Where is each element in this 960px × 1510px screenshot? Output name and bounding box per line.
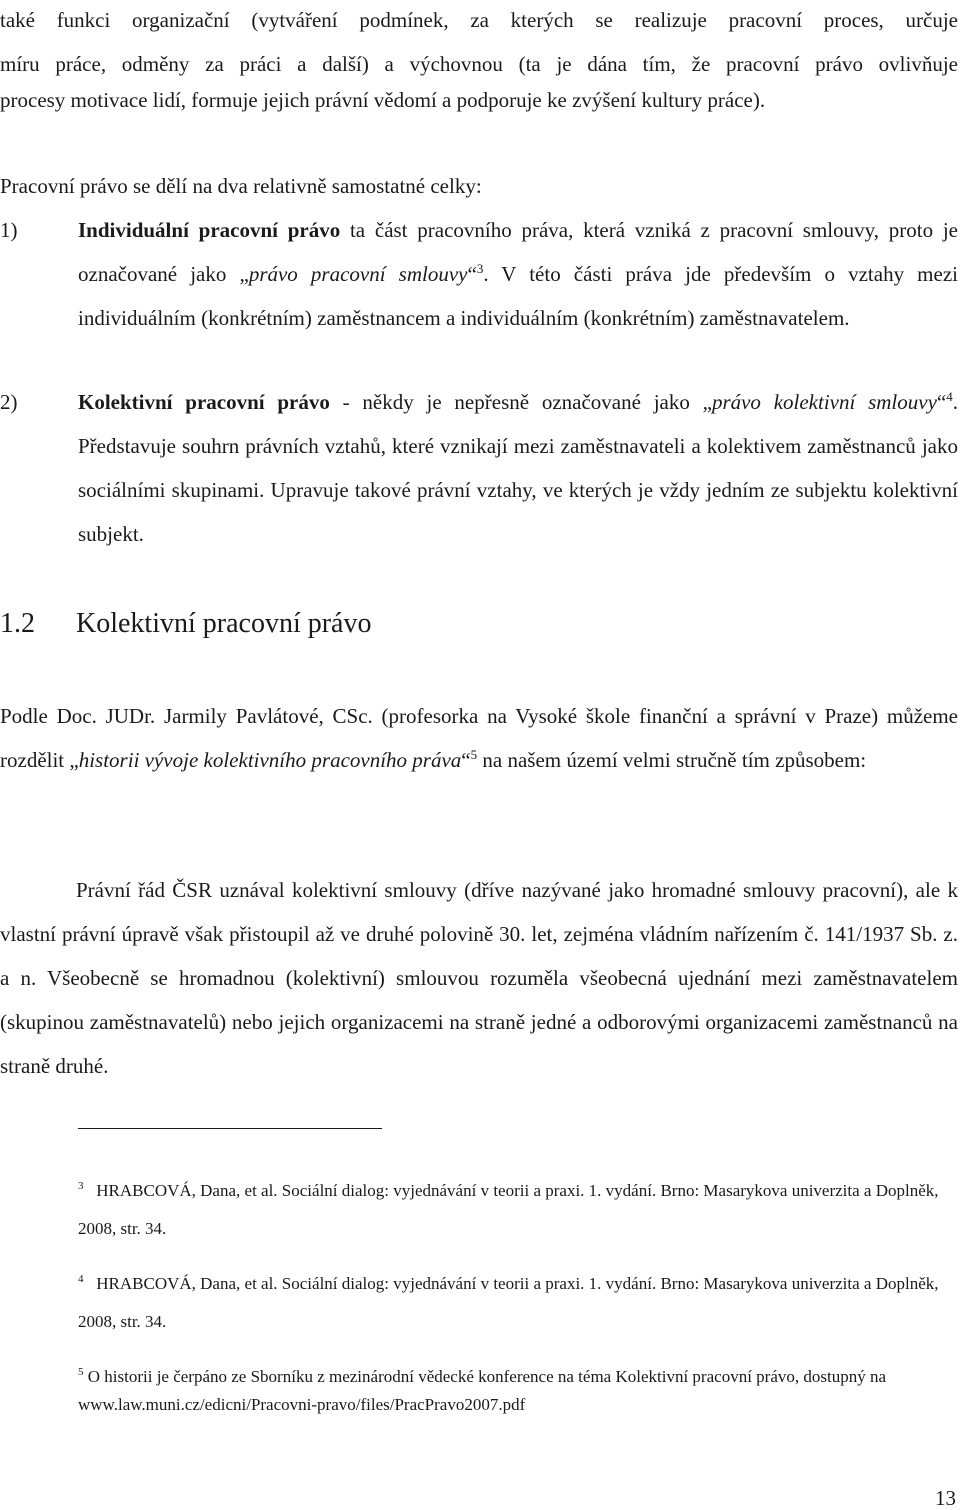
para-podle-text-a: Podle Doc. JUDr. Jarmily Pavlátové, CSc. (profesorka na Vysoké škole finanční a správní v Praze) můžeme rozdělit „ <box>0 704 958 772</box>
footnote-mark-3: 3 <box>78 1180 84 1192</box>
item-1-italic: právo pracovní smlouvy <box>248 262 468 286</box>
item-1-text-b: . V této části práva jde především o vztahy mezi individuálním (konkrétním) zaměstnancem a individuálním (konkrétním) zaměstnavatelem. <box>78 262 958 330</box>
section-heading <box>0 602 371 646</box>
footnote-separator <box>78 1128 382 1129</box>
para-podle-italic: historii vývoje kolektivního pracovního práva <box>78 748 462 772</box>
para-pravni: Právní řád ČSR uznával kolektivní smlouvy (dříve nazývané jako hromadné smlouvy pracovní), ale k vlastní právní úpravě však přistoupil až ve druhé polovině 30. let, zejména vládním nařízením č. 141/1937 Sb. z. a n. Všeobecně se hromadnou (kolektivní) smlouvou rozuměla všeobecná ujednání mezi zaměstnavatelem (skupinou zaměstnavatelů) nebo jejich organizacemi na straně jedné a odborovými organizacemi zaměstnanců na straně druhé. <box>0 878 958 1078</box>
item-1-term: Individuální pracovní právo <box>78 218 341 242</box>
item-2-number: 2) <box>0 390 18 414</box>
footnote-4-text: HRABCOVÁ, Dana, et al. Sociální dialog: vyjednávání v teorii a praxi. 1. vydání. Brno: Masarykova univerzita a Doplněk, 2008, str. 34. <box>78 1274 939 1331</box>
footnote-5-text: O historii je čerpáno ze Sborníku z mezinárodní vědecké konference na téma Kolektivní pracovní právo, dostupný na www.law.muni.cz/edicni/Pracovni-pravo/files/PracPravo2007.pdf <box>78 1367 887 1414</box>
footnote-ref-5[interactable]: 5 <box>470 747 478 762</box>
item-2-text-a: - někdy je nepřesně označované jako „ <box>329 390 712 414</box>
section-title: Kolektivní pracovní právo <box>76 608 372 639</box>
section-number: 1.2 <box>0 608 35 639</box>
item-2-text <box>78 380 958 556</box>
para-podle-text-b: na našem území velmi stručně tím způsobem: <box>477 748 867 772</box>
footnote-4 <box>78 1265 958 1341</box>
division-intro: Pracovní právo se dělí na dva relativně samostatné celky: <box>0 174 482 198</box>
item-2-text-b: . Představuje souhrn právních vztahů, které vznikají mezi zaměstnavateli a kolektivem zaměstnanců jako sociálními skupinami. Upravuje takové právní vztahy, ve kterých je vždy jedním ze subjektu kolektivní subjekt. <box>78 390 958 546</box>
item-1-close-quote: “ <box>467 262 477 286</box>
intro-line-1: také funkci organizační (vytváření podmínek, za kterých se realizuje pracovní proces, určuje <box>0 8 958 32</box>
item-1-text <box>78 208 958 340</box>
intro-line-2: míru práce, odměny za práci a další) a výchovnou (ta je dána tím, že pracovní právo ovlivňuje <box>0 52 958 76</box>
para-podle <box>0 694 958 782</box>
item-1-text-a: ta část pracovního práva, která vzniká z pracovní smlouvy, proto je označované jako „ <box>78 218 958 286</box>
item-2-italic: právo kolektivní smlouvy <box>711 390 937 414</box>
item-2-close-quote: “ <box>936 390 947 414</box>
para-podle-close-quote: “ <box>461 748 471 772</box>
footnote-3 <box>78 1172 958 1248</box>
footnote-mark-4: 4 <box>78 1273 84 1285</box>
intro-line-3: procesy motivace lidí, formuje jejich právní vědomí a podporuje ke zvýšení kultury práce). <box>0 88 766 112</box>
footnote-3-text: HRABCOVÁ, Dana, et al. Sociální dialog: vyjednávání v teorii a praxi. 1. vydání. Brno: Masarykova univerzita a Doplněk, 2008, str. 34. <box>78 1181 939 1238</box>
page-number: 13 <box>935 1486 956 1510</box>
footnote-5 <box>78 1363 958 1419</box>
footnote-mark-5: 5 <box>78 1366 84 1378</box>
footnote-ref-4[interactable]: 4 <box>946 389 953 404</box>
footnote-ref-3[interactable]: 3 <box>476 261 484 276</box>
item-2-term: Kolektivní pracovní právo <box>78 390 330 414</box>
item-1-number: 1) <box>0 218 18 242</box>
